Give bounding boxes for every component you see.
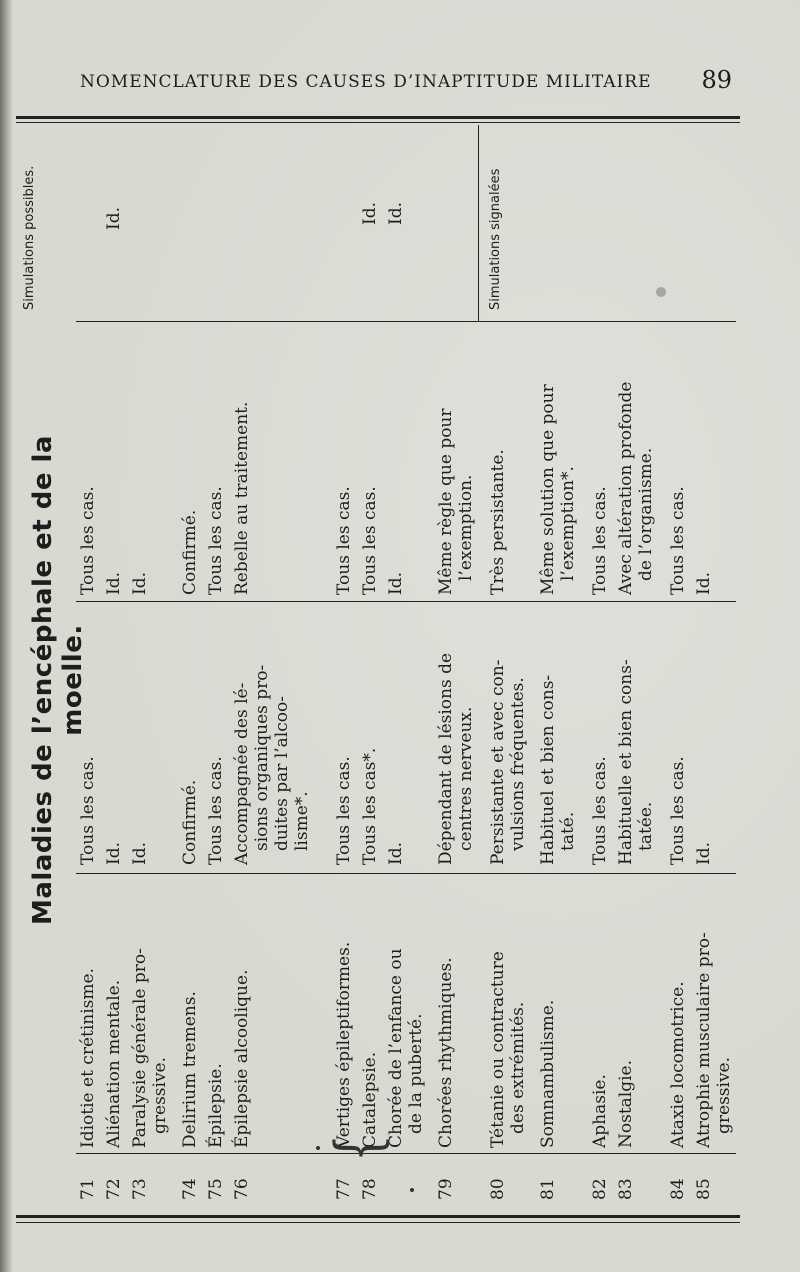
row-number: 77 (334, 1178, 354, 1200)
simulations-signalees-heading: Simulations signalées (488, 168, 503, 310)
condition-name (78, 908, 98, 1148)
reform-criterion (436, 327, 476, 595)
reform-criterion (232, 327, 252, 595)
condition-name-line: Épilepsie alcoolique. (232, 969, 252, 1148)
exemption-criterion-line: Habituel et bien cons- (538, 674, 558, 865)
reform-criterion-line: Id. (130, 571, 150, 595)
condition-name-line: Delirium tremens. (180, 991, 200, 1148)
row-number: 85 (694, 1178, 714, 1200)
reform-criterion-line: Tous les cas. (78, 486, 98, 595)
table-row (590, 125, 618, 1210)
table-row (104, 125, 132, 1210)
bottom-rule-thin (16, 1222, 740, 1223)
reform-criterion (590, 327, 610, 595)
row-number: 74 (180, 1178, 200, 1200)
exemption-criterion-line: Tous les cas. (334, 756, 354, 865)
condition-name (668, 908, 688, 1148)
condition-name-line: de la puberté. (406, 1013, 426, 1134)
bottom-rule (16, 1215, 740, 1218)
table-row (386, 125, 426, 1210)
condition-name-line: Aphasie. (590, 1074, 610, 1148)
reform-criterion-line: Même solution que pour (538, 384, 558, 595)
condition-name (694, 908, 734, 1148)
exemption-criterion-line: vulsions fréquentes. (508, 677, 528, 851)
exemption-criterion-line: Id. (104, 841, 124, 865)
table-row (334, 125, 362, 1210)
reform-criterion (694, 327, 714, 595)
simulation-note: Id. (386, 201, 406, 225)
exemption-criterion-line: Tous les cas. (668, 756, 688, 865)
reform-criterion-line: Rebelle au traitement. (232, 401, 252, 595)
exemption-criterion-line: Id. (130, 841, 150, 865)
exemption-criterion-line: Tous les cas. (78, 756, 98, 865)
condition-name-line: Ataxie locomotrice. (668, 981, 688, 1148)
exemption-criterion (104, 603, 124, 865)
reform-criterion-line: Confirmé. (180, 509, 200, 595)
reform-criterion-line: Tous les cas. (668, 486, 688, 595)
table-row (538, 125, 578, 1210)
reform-criterion-line: Même règle que pour (436, 408, 456, 595)
exemption-criterion-line: Accompagnée des lé- (232, 682, 252, 865)
condition-name-line: Idiotie et crétinisme. (78, 968, 98, 1148)
reform-criterion-line: Tous les cas. (206, 486, 226, 595)
reform-criterion-line: Avec altération profonde (616, 381, 636, 595)
reform-criterion-line: Id. (694, 571, 714, 595)
table-row (180, 125, 208, 1210)
table-row (436, 125, 476, 1210)
condition-name (130, 908, 170, 1148)
condition-name (616, 908, 636, 1148)
table-row (206, 125, 234, 1210)
table-row (668, 125, 696, 1210)
exemption-criterion-line: tatée. (636, 801, 656, 851)
running-head (60, 66, 740, 102)
condition-name (386, 908, 426, 1148)
row-number: 73 (130, 1178, 150, 1200)
row-number: 80 (488, 1178, 508, 1200)
condition-name-line: Paralysie générale pro- (130, 948, 150, 1148)
table-row (616, 125, 656, 1210)
exemption-criterion (206, 603, 226, 865)
page-number: 89 (701, 66, 732, 94)
reform-criterion (334, 327, 354, 595)
reform-criterion (104, 327, 124, 595)
condition-name (334, 908, 354, 1148)
condition-name-line: Aliénation mentale. (104, 979, 124, 1148)
paper-smudge (656, 287, 666, 297)
row-number: 71 (78, 1178, 98, 1200)
exemption-criterion-line: centres nerveux. (456, 706, 476, 851)
simulation-note: Id. (360, 201, 380, 225)
running-title: NOMENCLATURE DES CAUSES D’INAPTITUDE MILITAIRE (80, 72, 652, 92)
exemption-criterion-line: sions organiques pro- (252, 664, 272, 851)
ink-dot (410, 1188, 414, 1192)
exemption-criterion-line: Tous les cas. (590, 756, 610, 865)
reform-criterion (180, 327, 200, 595)
exemption-criterion-line: Id. (694, 841, 714, 865)
reform-criterion-line: Tous les cas. (590, 486, 610, 595)
row-number: 84 (668, 1178, 688, 1200)
section-title: Maladies de l’encéphale et de la moelle. (28, 435, 88, 925)
reform-criterion (360, 327, 380, 595)
exemption-criterion (180, 603, 200, 865)
exemption-criterion (694, 603, 714, 865)
condition-name-line: gressive. (714, 1056, 734, 1134)
condition-name-line: Catalepsie. (360, 1051, 380, 1148)
exemption-criterion-line: Id. (386, 841, 406, 865)
row-number: 79 (436, 1178, 456, 1200)
exemption-criterion-line: Tous les cas*. (360, 747, 380, 865)
table-row (130, 125, 170, 1210)
reform-criterion (78, 327, 98, 595)
exemption-criterion (488, 603, 528, 865)
reform-criterion-line: Id. (386, 571, 406, 595)
reform-criterion (538, 327, 578, 595)
exemption-criterion (334, 603, 354, 865)
condition-name-line: Chorée de l’enfance ou (386, 948, 406, 1148)
row-number: 83 (616, 1178, 636, 1200)
condition-name (360, 908, 380, 1148)
top-rule (16, 116, 740, 119)
exemption-criterion (436, 603, 476, 865)
condition-name-line: Atrophie musculaire pro- (694, 932, 714, 1148)
simulation-note: Id. (104, 206, 124, 230)
reform-criterion-line: Tous les cas. (334, 486, 354, 595)
ink-dot (316, 1146, 320, 1150)
rotated-table (16, 125, 741, 1210)
reform-criterion-line: l’exemption. (456, 474, 476, 581)
exemption-criterion (668, 603, 688, 865)
condition-name (232, 908, 252, 1148)
reform-criterion (130, 327, 150, 595)
table-row (488, 125, 528, 1210)
row-brace: { (323, 1134, 395, 1162)
condition-name (180, 908, 200, 1148)
exemption-criterion-line: Dépendant de lésions de (436, 652, 456, 865)
reform-criterion-line: l’exemption*. (558, 466, 578, 581)
simulations-possibles-heading: Simulations possibles. (22, 165, 37, 310)
exemption-criterion-line: Confirmé. (180, 779, 200, 865)
condition-name-line: Tétanie ou contracture (488, 951, 508, 1148)
condition-name (104, 908, 124, 1148)
exemption-criterion-line: Persistante et avec con- (488, 659, 508, 865)
condition-name-line: Chorées rhythmiques. (436, 957, 456, 1148)
condition-name (436, 908, 456, 1148)
reform-criterion (616, 327, 656, 595)
reform-criterion-line: Très persistante. (488, 449, 508, 595)
exemption-criterion (616, 603, 656, 865)
exemption-criterion-line: Habituelle et bien cons- (616, 659, 636, 865)
reform-criterion (386, 327, 406, 595)
table-row (694, 125, 734, 1210)
exemption-criterion-line: lisme*. (292, 791, 312, 851)
reform-criterion (668, 327, 688, 595)
row-number: 75 (206, 1178, 226, 1200)
reform-criterion (488, 327, 508, 595)
page-binding-edge (0, 0, 12, 1272)
table-row (360, 125, 388, 1210)
row-number: 72 (104, 1178, 124, 1200)
table-row (232, 125, 312, 1210)
exemption-criterion (360, 603, 380, 865)
exemption-criterion-line: Tous les cas. (206, 756, 226, 865)
exemption-criterion (590, 603, 610, 865)
reform-criterion (206, 327, 226, 595)
top-rule-thin (16, 122, 740, 123)
condition-name-line: gressive. (150, 1056, 170, 1134)
exemption-criterion (130, 603, 150, 865)
condition-name (488, 908, 528, 1148)
exemption-criterion (538, 603, 578, 865)
exemption-criterion-line: duites par l’alcoo- (272, 696, 292, 851)
condition-name-line: Nostalgie. (616, 1059, 636, 1148)
condition-name-line: des extrémités. (508, 1001, 528, 1134)
reform-criterion-line: Tous les cas. (360, 486, 380, 595)
exemption-criterion-line: taté. (558, 811, 578, 851)
exemption-criterion (386, 603, 406, 865)
condition-name-line: Somnambulisme. (538, 999, 558, 1148)
exemption-criterion (232, 603, 312, 865)
condition-name-line: Vertiges épileptiformes. (334, 941, 354, 1148)
condition-name-line: Épilepsie. (206, 1063, 226, 1148)
row-number: 78 (360, 1178, 380, 1200)
condition-name (206, 908, 226, 1148)
row-number: 76 (232, 1178, 252, 1200)
condition-name (590, 908, 610, 1148)
reform-criterion-line: Id. (104, 571, 124, 595)
exemption-criterion (78, 603, 98, 865)
reform-criterion-line: de l’organisme. (636, 447, 656, 581)
row-number: 82 (590, 1178, 610, 1200)
condition-name (538, 908, 558, 1148)
table-row (78, 125, 106, 1210)
row-number: 81 (538, 1178, 558, 1200)
